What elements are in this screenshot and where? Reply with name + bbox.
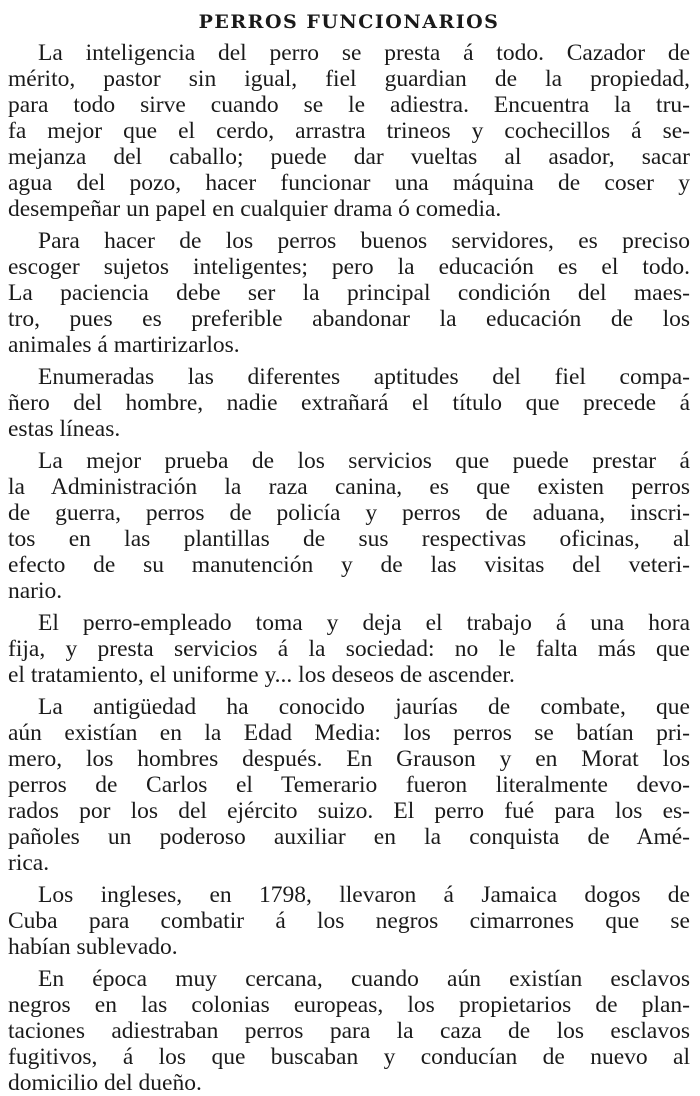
text-line: mejanza del caballo; puede dar vueltas al asador, sacar — [8, 144, 690, 170]
text-line: la Administración la raza canina, es que existen perros — [8, 474, 690, 500]
text-line: desempeñar un papel en cualquier drama ó comedia. — [8, 196, 502, 222]
article-body — [8, 40, 690, 1096]
article-title: PERROS FUNCIONARIOS — [198, 11, 500, 33]
text-line: Para hacer de los perros buenos servidores, es preciso — [38, 228, 690, 254]
text-line: El perro-empleado toma y deja el trabajo á una hora — [38, 610, 690, 636]
paragraph — [8, 610, 690, 688]
paragraph — [8, 966, 690, 1096]
text-line: rica. — [8, 850, 50, 876]
text-line: tos en las plantillas de sus respectivas oficinas, al — [8, 526, 690, 552]
paragraph — [8, 40, 690, 222]
text-line: pañoles un poderoso auxiliar en la conquista de Amé- — [8, 824, 690, 850]
text-line: nario. — [8, 578, 63, 604]
paragraph — [8, 448, 690, 604]
text-line: fija, y presta servicios á la sociedad: no le falta más que — [8, 636, 690, 662]
text-line: escoger sujetos inteligentes; pero la educación es el todo. — [8, 254, 690, 280]
text-line: habían sublevado. — [8, 934, 178, 960]
text-line: fa mejor que el cerdo, arrastra trineos y cochecillos á se- — [8, 118, 690, 144]
paragraph — [8, 882, 690, 960]
paragraph — [8, 694, 690, 876]
text-line: negros en las colonias europeas, los propietarios de plan- — [8, 992, 690, 1018]
text-line: fugitivos, á los que buscaban y conducían de nuevo al — [8, 1044, 690, 1070]
text-line: taciones adiestraban perros para la caza de los esclavos — [8, 1018, 690, 1044]
text-line: tro, pues es preferible abandonar la educación de los — [8, 306, 690, 332]
text-line: estas líneas. — [8, 416, 121, 442]
paragraph — [8, 228, 690, 358]
text-line: perros de Carlos el Temerario fueron literalmente devo- — [8, 772, 690, 798]
text-line: Enumeradas las diferentes aptitudes del fiel compa- — [38, 364, 690, 390]
text-line: La paciencia debe ser la principal condición del maes- — [8, 280, 690, 306]
text-line: aún existían en la Edad Media: los perros se batían pri- — [8, 720, 690, 746]
text-line: el tratamiento, el uniforme y... los deseos de ascender. — [8, 662, 515, 688]
paragraph — [8, 364, 690, 442]
text-line: La inteligencia del perro se presta á todo. Cazador de — [38, 40, 690, 66]
text-line: En época muy cercana, cuando aún existían esclavos — [38, 966, 690, 992]
text-line: animales á martirizarlos. — [8, 332, 240, 358]
text-line: La mejor prueba de los servicios que puede prestar á — [38, 448, 690, 474]
text-line: agua del pozo, hacer funcionar una máquina de coser y — [8, 170, 690, 196]
text-line: efecto de su manutención y de las visitas del veteri- — [8, 552, 690, 578]
text-line: rados por los del ejército suizo. El perro fué para los es- — [8, 798, 690, 824]
text-line: La antigüedad ha conocido jaurías de combate, que — [38, 694, 690, 720]
text-line: domicilio del dueño. — [8, 1070, 202, 1096]
text-line: ñero del hombre, nadie extrañará el título que precede á — [8, 390, 690, 416]
text-line: mero, los hombres después. En Grauson y en Morat los — [8, 746, 690, 772]
text-line: para todo sirve cuando se le adiestra. Encuentra la tru- — [8, 92, 690, 118]
text-line: Los ingleses, en 1798, llevaron á Jamaica dogos de — [38, 882, 690, 908]
text-line: mérito, pastor sin igual, fiel guardian de la propiedad, — [8, 66, 690, 92]
text-line: de guerra, perros de policía y perros de aduana, inscri- — [8, 500, 690, 526]
text-line: Cuba para combatir á los negros cimarrones que se — [8, 908, 690, 934]
